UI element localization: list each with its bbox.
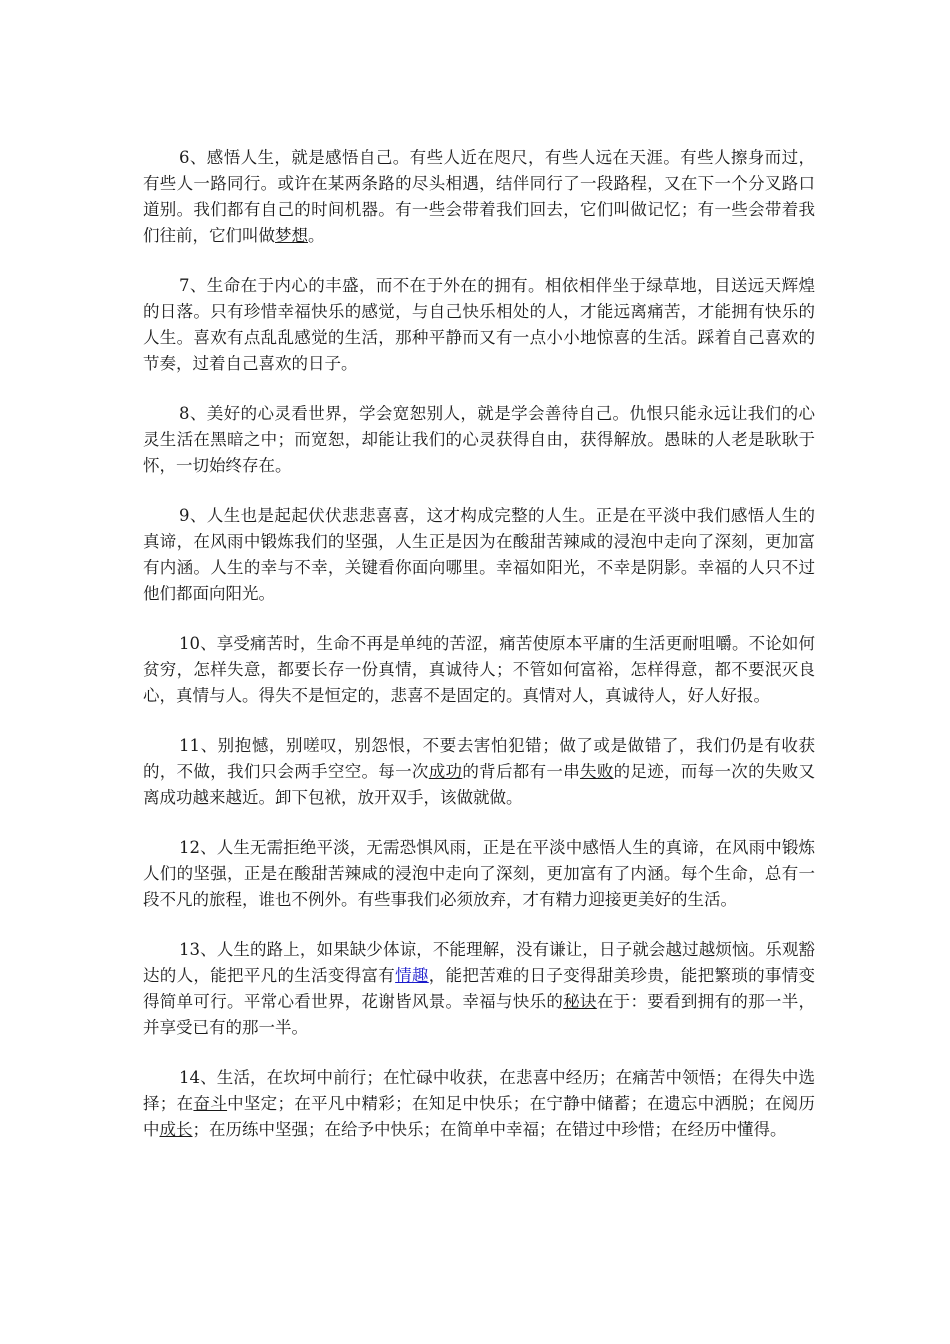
keyword-link[interactable]: 失败 <box>580 762 614 781</box>
keyword-link[interactable]: 成长 <box>159 1120 193 1139</box>
keyword-link[interactable]: 成功 <box>428 762 463 781</box>
paragraph <box>143 937 815 1041</box>
paragraph-text: 9、人生也是起起伏伏悲悲喜喜，这才构成完整的人生。正是在平淡中我们感悟人生的真谛，在风雨中锻炼我们的坚强，人生正是因为在酸甜苦辣咸的浸泡中走向了深刻，更加富有内涵。人生的幸与不幸，关键看你面向哪里。幸福如阳光，不幸是阴影。幸福的人只不过他们都面向阳光。 <box>143 506 815 603</box>
paragraph-text: 6、感悟人生，就是感悟自己。有些人近在咫尺，有些人远在天涯。有些人擦身而过，有些人一路同行。或许在某两条路的尽头相遇，结伴同行了一段路程，又在下一个分叉路口道别。我们都有自己的时间机器。有一些会带着我们回去，它们叫做记忆；有一些会带着我们往前，它们叫做 <box>143 148 815 245</box>
paragraph <box>143 835 815 913</box>
document-body <box>143 145 815 1167</box>
paragraph <box>143 401 815 479</box>
paragraph-text: 7、生命在于内心的丰盛，而不在于外在的拥有。相依相伴坐于绿草地，目送远天辉煌的日落。只有珍惜幸福快乐的感觉，与自己快乐相处的人，才能远离痛苦，才能拥有快乐的人生。喜欢有点乱乱感觉的生活，那种平静而又有一点小小地惊喜的生活。踩着自己喜欢的节奏，过着自己喜欢的日子。 <box>143 276 815 373</box>
paragraph <box>143 273 815 377</box>
paragraph-text: 中坚定；在平凡中精彩；在知足中快乐；在宁静中储蓄；在遗忘中洒脱；在阅历中 <box>143 1094 816 1139</box>
paragraph <box>143 733 815 811</box>
paragraph-text: 11、别抱憾，别嗟叹，别怨恨，不要去害怕犯错；做了或是做错了，我们仍是有收获的，不做，我们只会两手空空。每一次 <box>143 736 815 781</box>
paragraph-text: 14、生活，在坎坷中前行；在忙碌中收获，在悲喜中经历；在痛苦中领悟；在得失中选择；在 <box>143 1068 815 1113</box>
paragraph <box>143 1065 815 1143</box>
keyword-link[interactable]: 梦想 <box>275 226 308 245</box>
paragraph-text: 10、享受痛苦时，生命不再是单纯的苦涩，痛苦使原本平庸的生活更耐咀嚼。不论如何贫穷，怎样失意，都要长存一份真情，真诚待人；不管如何富裕，怎样得意，都不要泯灭良心，真情与人。得失不是恒定的，悲喜不是固定的。真情对人，真诚待人，好人好报。 <box>143 634 815 705</box>
paragraph-text: 的背后都有一串 <box>462 762 581 781</box>
paragraph-text: 在于：要看到拥有的那一半，并享受已有的那一半。 <box>143 992 816 1037</box>
paragraph <box>143 145 815 249</box>
paragraph <box>143 503 815 607</box>
paragraph-text: 12、人生无需拒绝平淡，无需恐惧风雨，正是在平淡中感悟人生的真谛，在风雨中锻炼人们的坚强，正是在酸甜苦辣咸的浸泡中走向了深刻，更加富有了内涵。每个生命，总有一段不凡的旅程，谁也不例外。有些事我们必须放弃，才有精力迎接更美好的生活。 <box>143 838 815 909</box>
keyword-link[interactable]: 秘诀 <box>563 992 597 1011</box>
paragraph-text: ；在历练中坚强；在给予中快乐；在简单中幸福；在错过中珍惜；在经历中懂得。 <box>192 1120 787 1139</box>
keyword-link[interactable]: 情趣 <box>395 966 429 985</box>
paragraph-text: 8、美好的心灵看世界，学会宽恕别人，就是学会善待自己。仇恨只能永远让我们的心灵生活在黑暗之中；而宽恕，却能让我们的心灵获得自由，获得解放。愚昧的人老是耿耿于怀，一切始终存在。 <box>143 404 815 475</box>
paragraph-text: ，能把苦难的日子变得甜美珍贵，能把繁琐的事情变得简单可行。平常心看世界，花谢皆风景。幸福与快乐的 <box>143 966 816 1011</box>
paragraph-text: 。 <box>308 226 325 245</box>
paragraph <box>143 631 815 709</box>
paragraph-text: 的足迹，而每一次的失败又离成功越来越近。卸下包袱，放开双手，该做就做。 <box>143 762 816 807</box>
keyword-link[interactable]: 奋斗 <box>193 1094 228 1113</box>
paragraph-text: 13、人生的路上，如果缺少体谅，不能理解，没有谦让，日子就会越过越烦恼。乐观豁达的人，能把平凡的生活变得富有 <box>143 940 815 985</box>
